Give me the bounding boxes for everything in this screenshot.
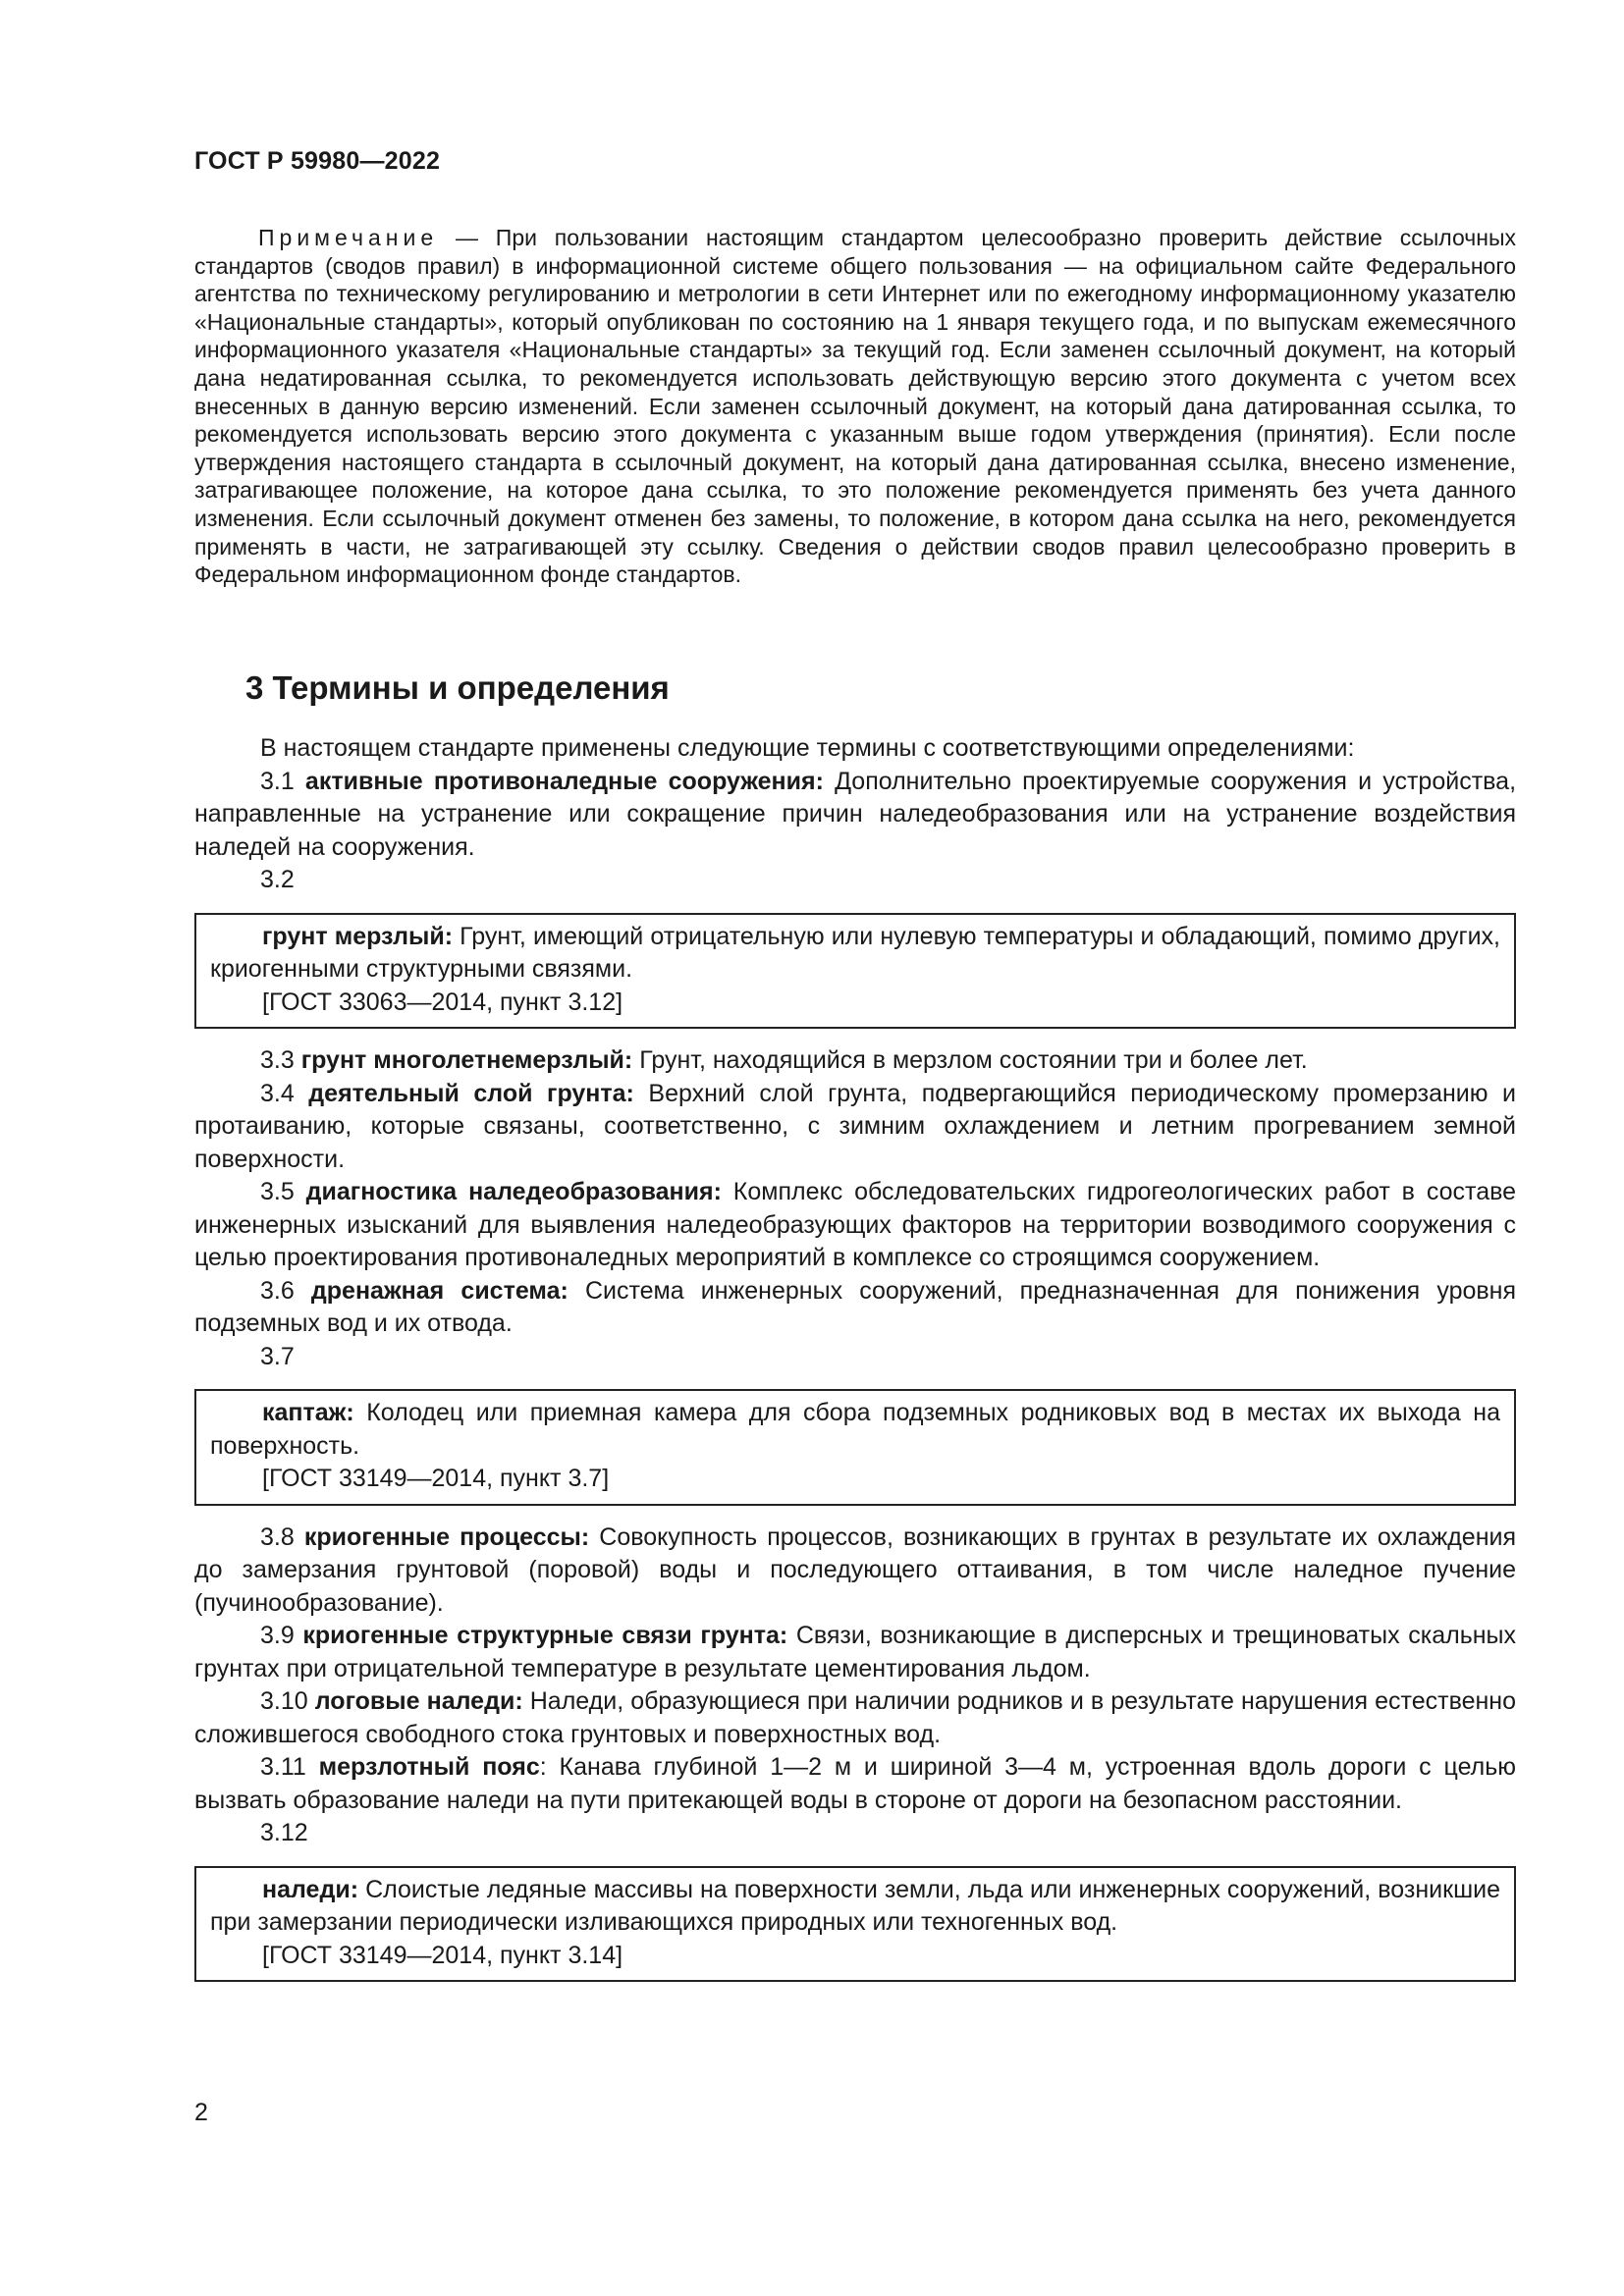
term-3-11: [194, 1751, 1516, 1817]
term-name: криогенные процессы:: [303, 1522, 590, 1551]
term-name: активные противоналедные сооружения:: [304, 767, 824, 795]
term-3-3: [194, 1044, 1516, 1078]
term-number: 3.1: [260, 767, 305, 795]
term-name: наледи:: [262, 1875, 359, 1903]
term-3-1: [194, 766, 1516, 865]
term-3-2: [210, 921, 1500, 987]
term-source-reference: [ГОСТ 33149—2014, пункт 3.14]: [262, 1941, 623, 1969]
term-name: логовые наледи:: [314, 1687, 523, 1715]
term-definition: Наледи, образующиеся при наличии родников и в результате нарушения естественно сложившегося свободного стока грунтовых и поверхностных вод.: [194, 1687, 1516, 1748]
term-number: 3.11: [260, 1753, 319, 1781]
term-number: 3.6: [260, 1276, 311, 1305]
document-code-header: ГОСТ Р 59980—2022: [194, 147, 441, 175]
term-source-reference: [ГОСТ 33149—2014, пункт 3.7]: [262, 1465, 610, 1492]
reference-note: [194, 224, 1516, 589]
term-number: 3.4: [260, 1079, 309, 1107]
note-label: Примечание: [258, 225, 439, 250]
term-name: мерзлотный пояс: [318, 1753, 540, 1781]
term-name: грунт мерзлый:: [262, 922, 454, 950]
term-3-5: [194, 1176, 1516, 1275]
term-number: 3.10: [260, 1687, 315, 1715]
term-definition: Система инженерных сооружений, предназначенная для понижения уровня подземных вод и их отвода.: [194, 1276, 1517, 1337]
quoted-term-box-3-12: [194, 1866, 1516, 1983]
term-3-2-number: 3.2: [260, 866, 295, 893]
term-source-reference: [ГОСТ 33063—2014, пункт 3.12]: [262, 988, 623, 1016]
term-number: 3.3: [260, 1046, 301, 1074]
term-3-12-number: 3.12: [260, 1819, 308, 1846]
term-definition: Колодец или приемная камера для сбора подземных родниковых вод в местах их выхода на поверхность.: [210, 1399, 1500, 1460]
term-3-6: [194, 1275, 1516, 1341]
term-number: 3.5: [260, 1178, 306, 1205]
term-definition: : Канава глубиной 1—2 м и шириной 3—4 м, устроенная вдоль дороги с целью вызвать образование наледи на пути притекающей воды в стороне от дороги на безопасном расстоянии.: [194, 1753, 1517, 1814]
term-definition: Грунт, находящийся в мерзлом состоянии три и более лет.: [632, 1046, 1308, 1074]
term-definition: Верхний слой грунта, подвергающийся периодическому промерзанию и протаиванию, которые связаны, соответственно, с зимним охлаждением и летним прогреванием земной поверхности.: [194, 1079, 1516, 1173]
term-name: грунт многолетнемерзлый:: [300, 1046, 633, 1074]
term-3-9: [194, 1620, 1516, 1685]
term-name: криогенные структурные связи грунта:: [302, 1622, 788, 1649]
term-3-10: [194, 1685, 1516, 1751]
term-number: 3.8: [260, 1522, 304, 1551]
term-3-7-number: 3.7: [260, 1342, 295, 1370]
terms-body: [194, 732, 1516, 1998]
quoted-term-box-3-7: [194, 1389, 1516, 1506]
term-definition: Грунт, имеющий отрицательную или нулевую температуры и обладающий, помимо других, криогенными структурными связями.: [210, 922, 1500, 983]
term-number: 3.9: [260, 1622, 303, 1649]
term-3-12: [210, 1874, 1500, 1940]
term-definition: Дополнительно проектируемые сооружения и устройства, направленные на устранение или сокращение причин наледеобразования или на устранение воздействия наледей на сооружения.: [194, 767, 1517, 861]
quoted-term-box-3-2: [194, 913, 1516, 1030]
note-paragraph: [194, 224, 1516, 589]
section-title: 3 Термины и определения: [245, 669, 670, 706]
term-name: диагностика наледеобразования:: [305, 1178, 722, 1205]
term-name: дренажная система:: [310, 1276, 568, 1305]
term-definition: Совокупность процессов, возникающих в грунтах в результате их охлаждения до замерзания грунтовой (поровой) воды и последующего оттаивания, в том числе наледное пучение (пучинообразование).: [194, 1522, 1517, 1617]
section-intro: В настоящем стандарте применены следующие термины с соответствующими определениями:: [260, 734, 1355, 762]
term-name: каптаж:: [262, 1399, 354, 1426]
term-3-4: [194, 1078, 1516, 1177]
term-definition: Связи, возникающие в дисперсных и трещиноватых скальных грунтах при отрицательной температуре в результате цементирования льдом.: [194, 1622, 1516, 1682]
term-3-8: [194, 1522, 1516, 1621]
term-name: деятельный слой грунта:: [308, 1079, 634, 1107]
term-3-7: [210, 1397, 1500, 1463]
term-definition: Слоистые ледяные массивы на поверхности земли, льда или инженерных сооружений, возникшие при замерзании периодически изливающихся природных или техногенных вод.: [210, 1875, 1500, 1936]
term-definition: Комплекс обследовательских гидрогеологических работ в составе инженерных изысканий для выявления наледеобразующих факторов на территории возводимого сооружения с целью проектирования противоналедных мероприятий в комплексе со строящимся сооружением.: [194, 1178, 1516, 1271]
note-text: — При пользовании настоящим стандартом целесообразно проверить действие ссылочных стандартов (сводов правил) в информационной системе общего пользования — на официальном сайте Федерального агентства по техническому регулированию и метрологии в сети Интернет или по ежегодному информационному указателю «Национальные стандарты», который опубликован по состоянию на 1 января текущего года, и по выпускам ежемесячного информационного указателя «Национальные стандарты» за текущий год. Если заменен ссылочный документ, на который дана недатированная ссылка, то рекомендуется использовать действующую версию этого документа с учетом всех внесенных в данную версию изменений. Если заменен ссылочный документ, на который дана датированная ссылка, то рекомендуется использовать версию этого документа с указанным выше годом утверждения (принятия). Если после утверждения настоящего стандарта в ссылочный документ, на который дана датированная ссылка, внесено изменение, затрагивающее положение, на которое дана ссылка, то это положение рекомендуется применять без учета данного изменения. Если ссылочный документ отменен без замены, то положение, в котором дана ссылка на него, рекомендуется применять в части, не затрагивающей эту ссылку. Сведения о действии сводов правил целесообразно проверить в Федеральном информационном фонде стандартов.: [194, 225, 1516, 588]
page-number: 2: [194, 2099, 208, 2126]
